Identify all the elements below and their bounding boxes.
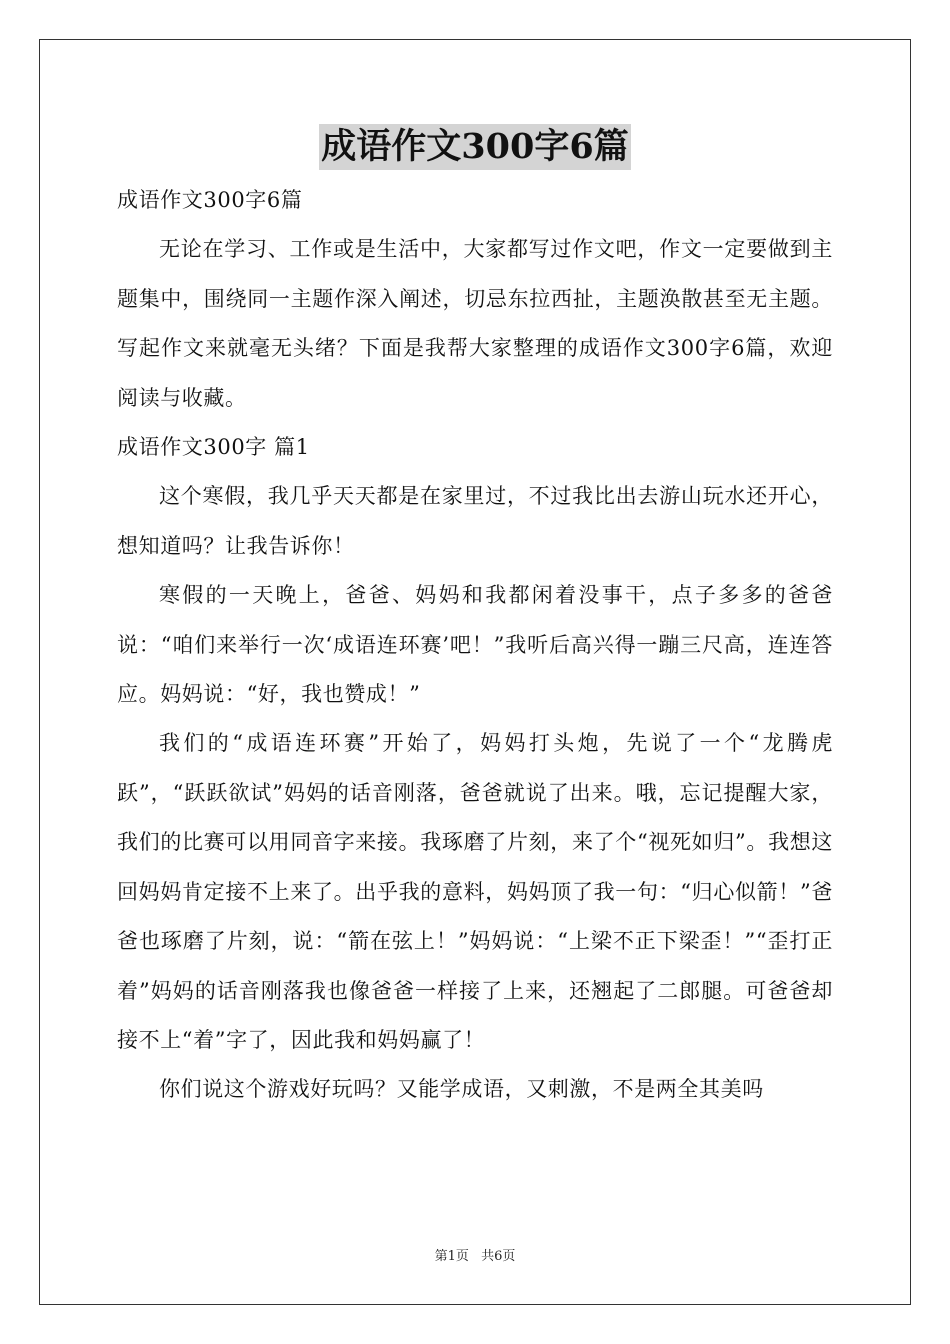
page-footer [0,1245,950,1264]
document-title: 成语作文300字6篇 [319,124,630,170]
title-container [0,124,950,170]
intro-paragraph: 无论在学习、工作或是生活中，大家都写过作文吧，作文一定要做到主题集中，围绕同一主题作深入阐述，切忌东拉西扯，主题涣散甚至无主题。写起作文来就毫无头绪？下面是我帮大家整理的成语作文300字6篇，欢迎阅读与收藏。 [117,237,833,410]
page-number: 第1页 [434,1249,469,1264]
body-paragraph: 我们的“成语连环赛”开始了，妈妈打头炮，先说了一个“龙腾虎跃”，“跃跃欲试”妈妈的话音刚落，爸爸就说了出来。哦，忘记提醒大家，我们的比赛可以用同音字来接。我琢磨了片刻，来了个“视死如归”。我想这回妈妈肯定接不上来了。出乎我的意料，妈妈顶了我一句：“归心似箭！”爸爸也琢磨了片刻，说：“箭在弦上！”妈妈说：“上梁不正下梁歪！”“歪打正着”妈妈的话音刚落我也像爸爸一样接了上来，还翘起了二郎腿。可爸爸却接不上“着”字了，因此我和妈妈赢了！ [117,731,833,1052]
document-subtitle: 成语作文300字6篇 [117,188,303,212]
page-total: 共6页 [481,1249,516,1264]
body-paragraph: 这个寒假，我几乎天天都是在家里过，不过我比出去游山玩水还开心，想知道吗？让我告诉你！ [117,484,833,558]
document-body [117,176,833,1115]
section-heading: 成语作文300字 篇1 [117,435,310,460]
body-paragraph: 寒假的一天晚上，爸爸、妈妈和我都闲着没事干，点子多多的爸爸说：“咱们来举行一次‘成语连环赛’吧！”我听后高兴得一蹦三尺高，连连答应。妈妈说：“好，我也赞成！” [117,583,833,707]
body-paragraph: 你们说这个游戏好玩吗？又能学成语，又刺激，不是两全其美吗 [159,1077,764,1102]
